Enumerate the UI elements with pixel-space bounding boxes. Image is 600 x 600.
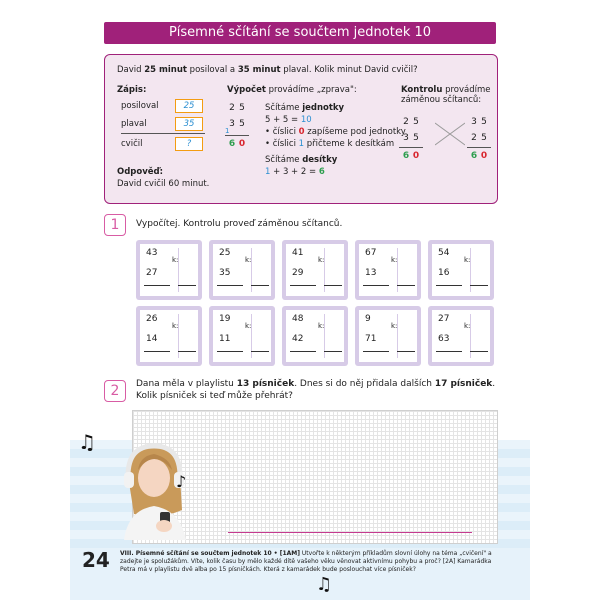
check-sum-line xyxy=(251,285,269,286)
addend-bottom: 71 xyxy=(365,334,377,344)
check-label: k: xyxy=(245,256,252,264)
check-label: k: xyxy=(318,322,325,330)
addend-bottom: 29 xyxy=(292,268,304,278)
addend-bottom: 13 xyxy=(365,268,377,278)
addend-bottom: 27 xyxy=(146,268,158,278)
exercise-card-inner xyxy=(359,244,417,296)
zapis-row-label: plaval xyxy=(121,119,147,129)
check-left-top: 2 5 xyxy=(403,117,419,127)
sum-line xyxy=(290,351,316,352)
exercise-card-inner xyxy=(432,244,490,296)
zapis-row-value: 35 xyxy=(175,117,203,131)
exercise-card-inner xyxy=(140,244,198,296)
exercise-card-inner xyxy=(286,310,344,362)
page-title: Písemné sčítání se součtem jednotek 10 xyxy=(104,22,496,44)
check-label: k: xyxy=(391,322,398,330)
exercise-card-inner xyxy=(213,310,271,362)
addend-top: 67 xyxy=(365,248,377,258)
task-text: Dana měla v playlistu 13 písniček. Dnes si do něj přidala dalších 17 písniček. Kolik písniček si teď může přehrát? xyxy=(136,379,496,401)
explain-line: 5 + 5 = 10 xyxy=(265,115,312,125)
calc-result: 6 0 xyxy=(228,139,246,149)
addend-top: 48 xyxy=(292,314,304,324)
sum-line xyxy=(144,285,170,286)
addend-top: 26 xyxy=(146,314,158,324)
exercise-card xyxy=(428,240,494,300)
addend-bottom: 35 xyxy=(219,268,231,278)
check-label: k: xyxy=(464,322,471,330)
exercise-card xyxy=(355,240,421,300)
check-sum-line xyxy=(178,351,196,352)
exercise-card-inner xyxy=(359,310,417,362)
check-sum-line xyxy=(397,285,415,286)
check-label: k: xyxy=(245,322,252,330)
explain-line: Sčítáme desítky xyxy=(265,155,338,165)
music-note-icon: ♫ xyxy=(78,430,96,454)
music-note-icon: ♫ xyxy=(316,574,333,595)
exercise-card xyxy=(209,240,275,300)
sum-line xyxy=(290,285,316,286)
addend-top: 25 xyxy=(219,248,231,258)
check-sum-line xyxy=(178,285,196,286)
calc-carry: 1 xyxy=(225,127,230,135)
check-right-line xyxy=(467,147,491,148)
exercise-card xyxy=(136,240,202,300)
addend-top: 43 xyxy=(146,248,158,258)
addend-bottom: 42 xyxy=(292,334,304,344)
exercise-card-inner xyxy=(432,310,490,362)
answer-label: Odpověď: xyxy=(117,167,164,177)
zapis-row-label: posiloval xyxy=(121,101,159,111)
check-sum-line xyxy=(470,285,488,286)
check-right-bottom: 2 5 xyxy=(471,133,487,143)
check-label: k: xyxy=(172,322,179,330)
check-sum-line xyxy=(251,351,269,352)
task-text: Vypočítej. Kontrolu proveď záměnou sčítanců. xyxy=(136,219,343,229)
answer-text: David cvičil 60 minut. xyxy=(117,179,210,189)
addend-top: 41 xyxy=(292,248,304,258)
exercise-card xyxy=(282,240,348,300)
explain-line: Sčítáme jednotky xyxy=(265,103,345,113)
zapis-row-value: 25 xyxy=(175,99,203,113)
addend-bottom: 14 xyxy=(146,334,158,344)
exercise-card xyxy=(428,306,494,366)
check-label: k: xyxy=(318,256,325,264)
zapis-divider xyxy=(121,133,205,134)
sum-line xyxy=(363,351,389,352)
sum-line xyxy=(144,351,170,352)
explain-line: • číslici 1 přičteme k desítkám xyxy=(265,139,395,149)
exercise-card-inner xyxy=(213,244,271,296)
example-box xyxy=(104,54,498,204)
check-sum-line xyxy=(324,351,342,352)
zapis-row-value: ? xyxy=(175,137,203,151)
answer-line xyxy=(228,532,472,533)
exercise-card-inner xyxy=(140,310,198,362)
sum-line xyxy=(217,351,243,352)
exercise-card xyxy=(136,306,202,366)
sum-line xyxy=(436,351,462,352)
check-left-line xyxy=(399,147,423,148)
explain-line: • číslici 0 zapíšeme pod jednotky xyxy=(265,127,406,137)
addend-top: 9 xyxy=(365,314,371,324)
swap-cross-icon xyxy=(435,121,465,147)
page-number: 24 xyxy=(82,548,110,572)
addend-top: 54 xyxy=(438,248,450,258)
zapis-row-label: cvičil xyxy=(121,139,143,149)
sum-line xyxy=(217,285,243,286)
sum-line xyxy=(436,285,462,286)
check-left-bottom: 3 5 xyxy=(403,133,419,143)
calc-label: Výpočet provádíme „zprava": xyxy=(227,85,357,95)
sum-line xyxy=(363,285,389,286)
check-left-result: 6 0 xyxy=(402,151,420,161)
addend-bottom: 63 xyxy=(438,334,450,344)
check-label: Kontrolu provádíme záměnou sčítanců: xyxy=(401,85,491,105)
calc-line xyxy=(225,135,249,136)
exercise-card xyxy=(282,306,348,366)
check-sum-line xyxy=(324,285,342,286)
exercise-card xyxy=(209,306,275,366)
addend-bottom: 11 xyxy=(219,334,231,344)
exercise-card xyxy=(355,306,421,366)
addend-bottom: 16 xyxy=(438,268,450,278)
check-sum-line xyxy=(470,351,488,352)
explain-line: 1 + 3 + 2 = 6 xyxy=(265,167,325,177)
check-label: k: xyxy=(391,256,398,264)
check-right-result: 6 0 xyxy=(470,151,488,161)
exercise-card-inner xyxy=(286,244,344,296)
check-right-top: 3 5 xyxy=(471,117,487,127)
calc-top-number: 2 5 xyxy=(229,103,245,113)
check-sum-line xyxy=(397,351,415,352)
check-label: k: xyxy=(172,256,179,264)
zapis-label: Zápis: xyxy=(117,85,147,95)
addend-top: 19 xyxy=(219,314,231,324)
task-number: 2 xyxy=(104,380,126,402)
example-question: David 25 minut posiloval a 35 minut plaval. Kolik minut David cvičil? xyxy=(117,65,418,75)
calc-bottom-number: 3 5 xyxy=(229,119,245,129)
task-number: 1 xyxy=(104,214,126,236)
check-label: k: xyxy=(464,256,471,264)
footer-text: VIII. Písemné sčítání se součtem jednotek 10 • [1AM] Utvořte k některým příkladům slovní úlohy na téma „cvičení" a zadejte je spolužákům. Víte, kolik času by mělo každé dítě vašeho věku věnovat aktivnímu pohybu a proč? [2A] Kamarádka Petra má v playlistu dvě alba po 15 písničkách. Která z kamarádek bude poslouchat více písniček? xyxy=(120,550,492,573)
addend-top: 27 xyxy=(438,314,450,324)
music-note-icon: ♪ xyxy=(176,472,187,491)
